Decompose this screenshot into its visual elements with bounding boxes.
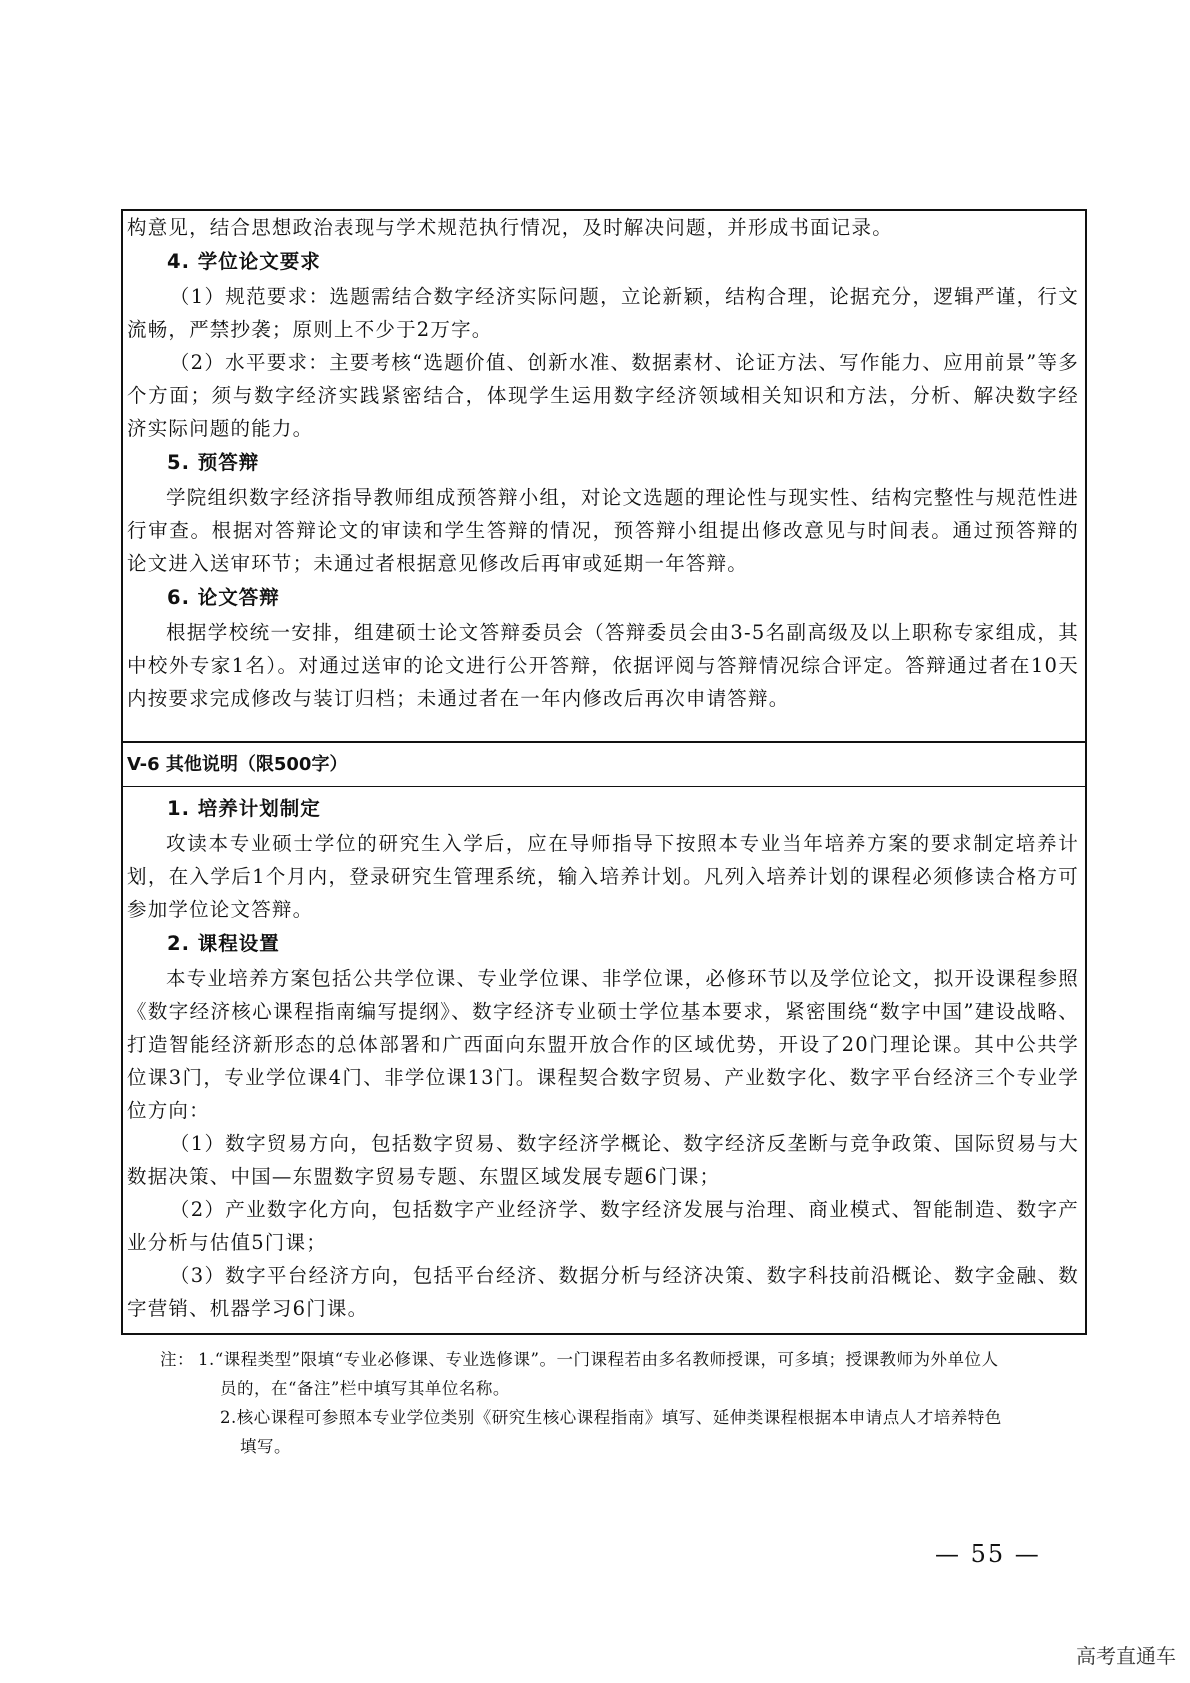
heading-course-setup: 2. 课程设置: [167, 932, 280, 955]
heading-thesis-defense: 6. 论文答辩: [167, 586, 280, 609]
section-other-notes: [123, 787, 1085, 1333]
note-2-line-1: 2.核心课程可参照本专业学位类别《研究生核心课程指南》填写、延伸类课程根据本申请点人才培养特色: [220, 1408, 1002, 1427]
note-1-line-2: 员的，在“备注”栏中填写其单位名称。: [220, 1379, 510, 1398]
page-number: — 55 —: [935, 1540, 1041, 1568]
heading-thesis-requirements: 4. 学位论文要求: [167, 250, 321, 273]
paragraph-thesis-defense: 根据学校统一安排，组建硕士论文答辩委员会（答辩委员会由3-5名副高级及以上职称专家组成，其中校外专家1名）。对通过送审的论文进行公开答辩，依据评阅与答辩情况综合评定。答辩通过者在10天内按要求完成修改与装订归档；未通过者在一年内修改后再次申请答辩。: [127, 621, 1079, 710]
watermark: 高考直通车: [1076, 1644, 1176, 1668]
paragraph-digital-trade-direction: （1）数字贸易方向，包括数字贸易、数字经济学概论、数字经济反垄断与竞争政策、国际贸易与大数据决策、中国—东盟数字贸易专题、东盟区域发展专题6门课；: [127, 1132, 1079, 1188]
paragraph-industry-digitalization-direction: （2）产业数字化方向，包括数字产业经济学、数字经济发展与治理、商业模式、智能制造、数字产业分析与估值5门课；: [127, 1198, 1079, 1254]
section-thesis-requirements: [123, 211, 1085, 743]
continued-paragraph: 构意见，结合思想政治表现与学术规范执行情况，及时解决问题，并形成书面记录。: [127, 216, 893, 239]
footnotes: [160, 1345, 1060, 1461]
heading-pre-defense: 5. 预答辩: [167, 451, 260, 474]
paragraph-pre-defense: 学院组织数字经济指导教师组成预答辩小组，对论文选题的理论性与现实性、结构完整性与规范性进行审查。根据对答辩论文的审读和学生答辩的情况，预答辩小组提出修改意见与时间表。通过预答辩的论文进入送审环节；未通过者根据意见修改后再审或延期一年答辩。: [127, 486, 1079, 575]
notes-label: 注：: [160, 1350, 194, 1369]
note-1-line-1: 1.“课程类型”限填“专业必修课、专业选修课”。一门课程若由多名教师授课，可多填；授课教师为外单位人: [198, 1350, 999, 1369]
content-table: [121, 209, 1087, 1335]
paragraph-norm-requirements: （1）规范要求：选题需结合数字经济实际问题，立论新颖，结构合理，论据充分，逻辑严谨，行文流畅，严禁抄袭；原则上不少于2万字。: [127, 285, 1079, 341]
note-2-line-2: 填写。: [240, 1437, 291, 1456]
heading-training-plan: 1. 培养计划制定: [167, 797, 321, 820]
paragraph-course-setup: 本专业培养方案包括公共学位课、专业学位课、非学位课，必修环节以及学位论文，拟开设课程参照《数字经济核心课程指南编写提纲》、数字经济专业硕士学位基本要求，紧密围绕“数字中国”建设战略、打造智能经济新形态的总体部署和广西面向东盟开放合作的区域优势，开设了20门理论课。其中公共学位课3门，专业学位课4门、非学位课13门。课程契合数字贸易、产业数字化、数字平台经济三个专业学位方向：: [127, 967, 1079, 1122]
paragraph-platform-economy-direction: （3）数字平台经济方向，包括平台经济、数据分析与经济决策、数字科技前沿概论、数字金融、数字营销、机器学习6门课。: [127, 1264, 1079, 1320]
section-v6-header: V-6 其他说明（限500字）: [123, 743, 1085, 787]
paragraph-level-requirements: （2）水平要求：主要考核“选题价值、创新水准、数据素材、论证方法、写作能力、应用前景”等多个方面；须与数字经济实践紧密结合，体现学生运用数字经济领域相关知识和方法，分析、解决数字经济实际问题的能力。: [127, 351, 1079, 440]
paragraph-training-plan: 攻读本专业硕士学位的研究生入学后，应在导师指导下按照本专业当年培养方案的要求制定培养计划，在入学后1个月内，登录研究生管理系统，输入培养计划。凡列入培养计划的课程必须修读合格方可参加学位论文答辩。: [127, 832, 1079, 921]
